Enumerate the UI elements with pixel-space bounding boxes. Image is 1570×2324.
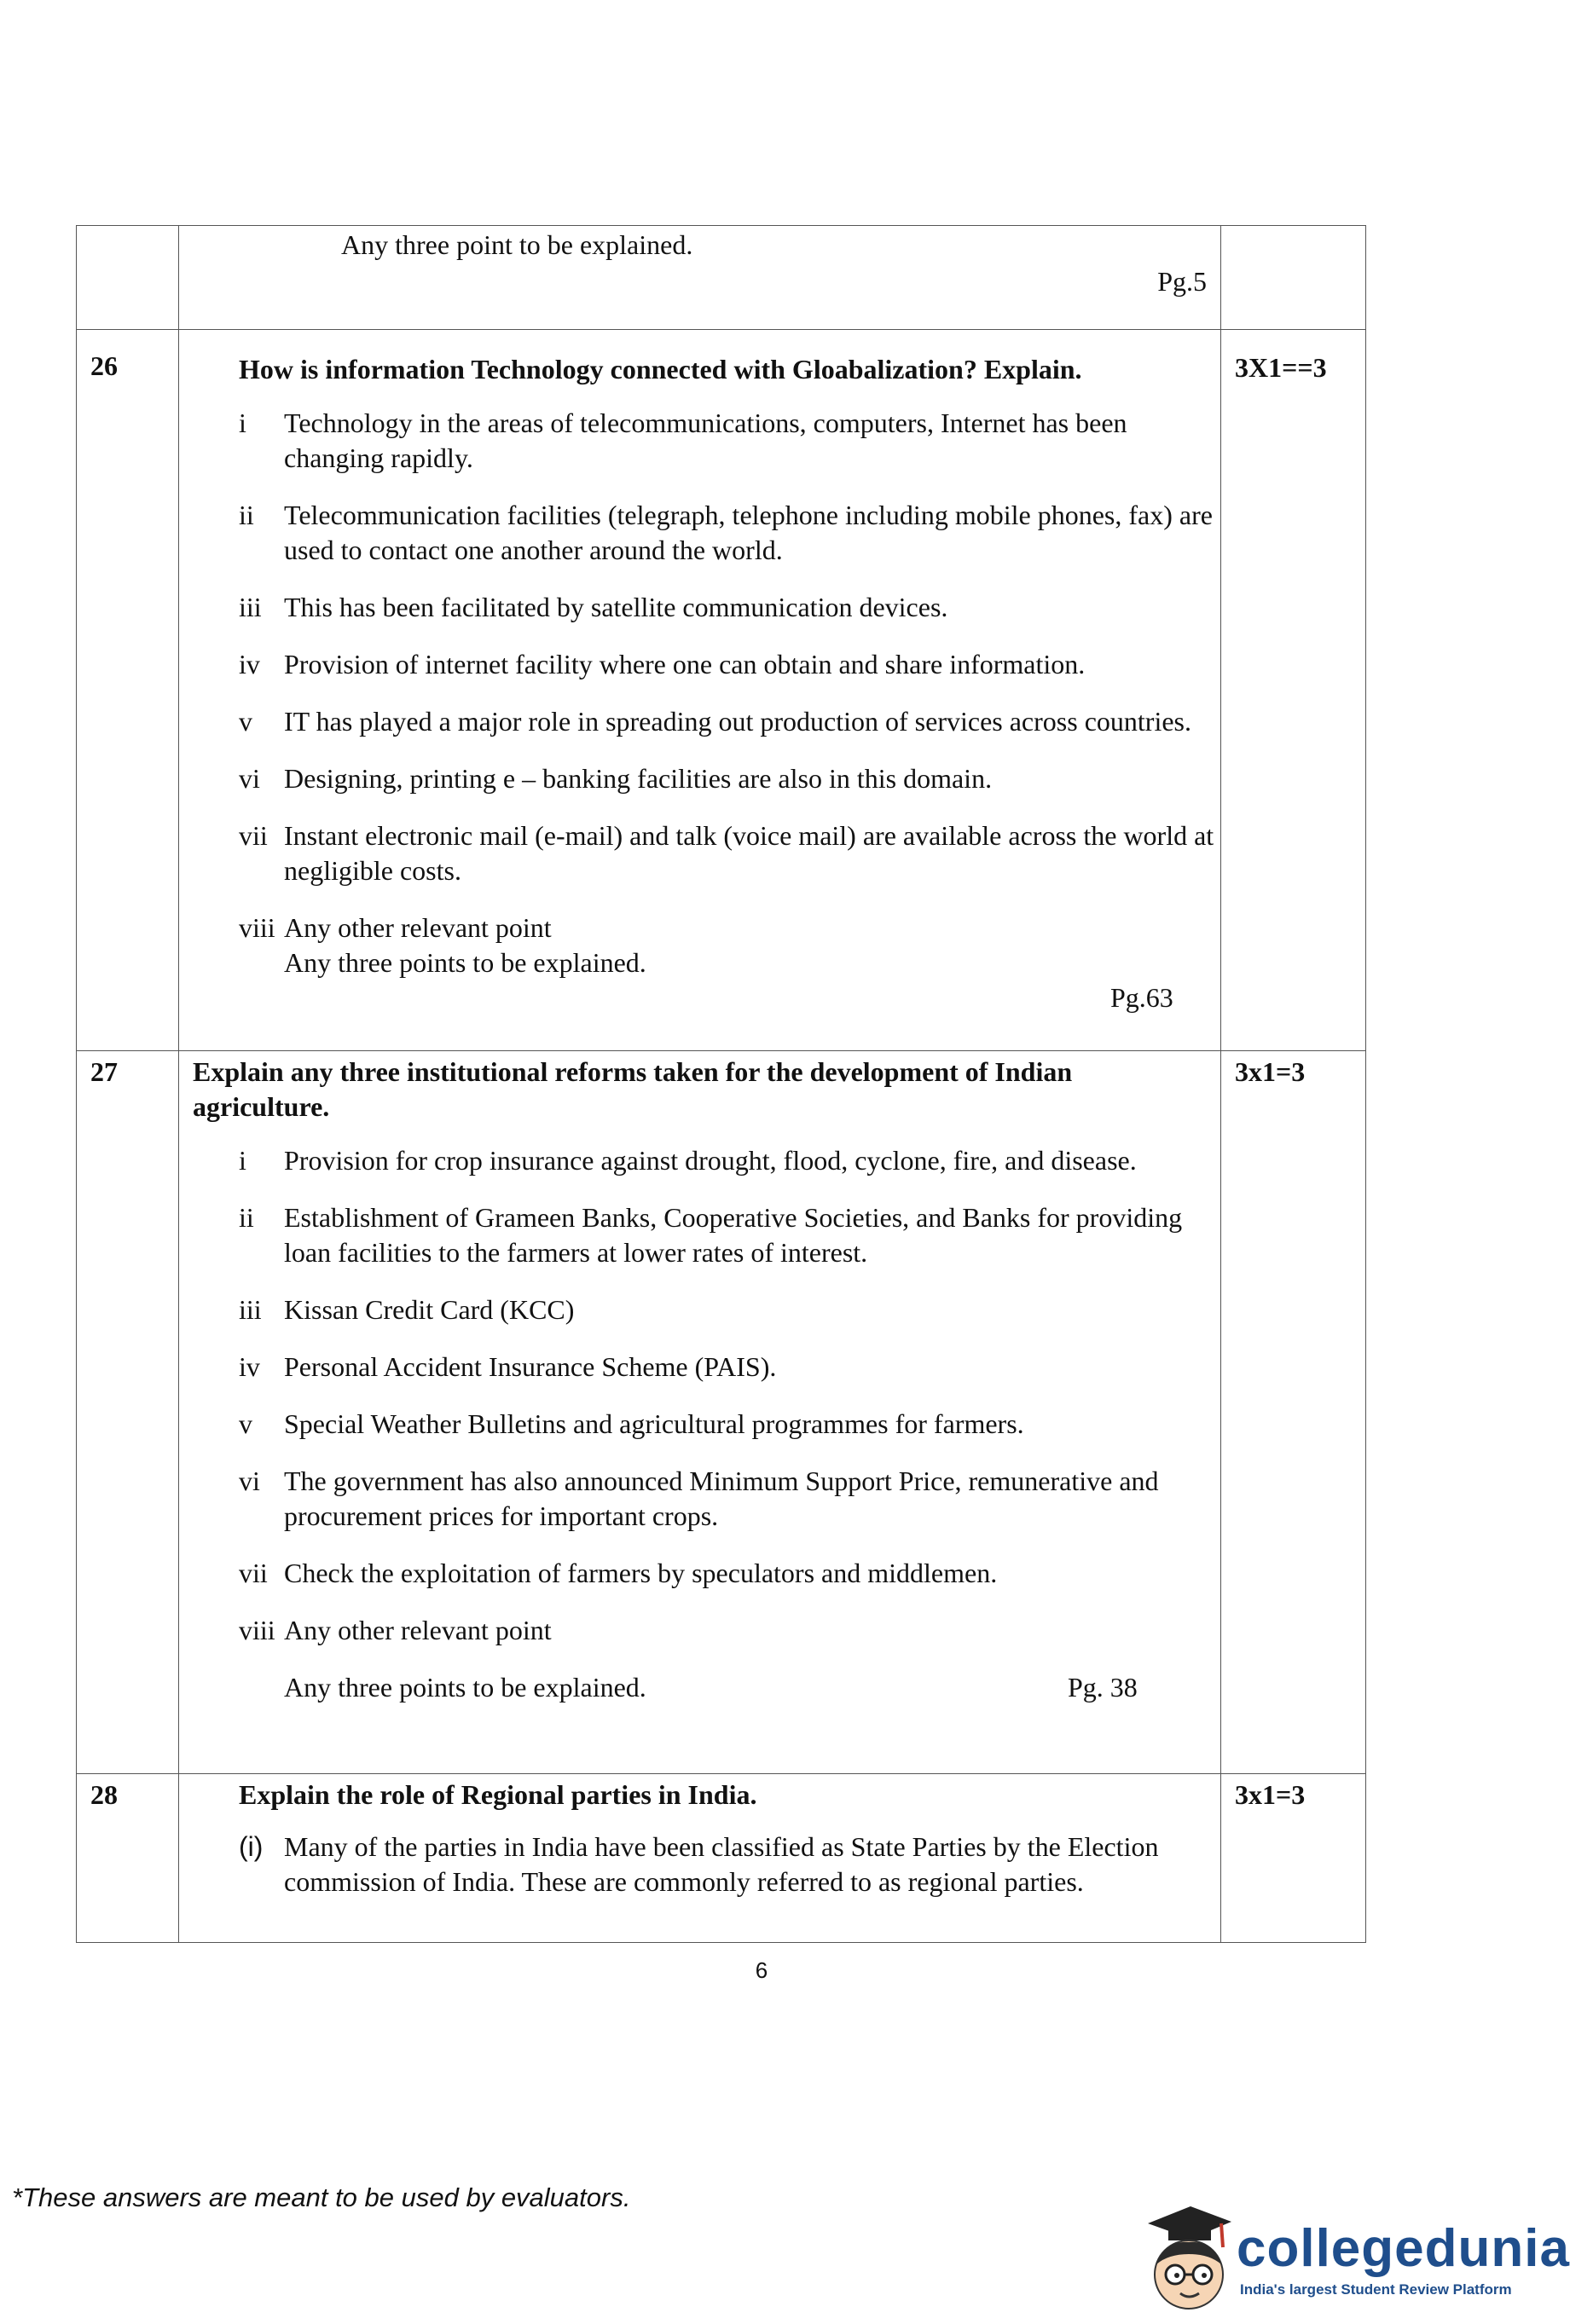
list-item xyxy=(179,1407,1220,1442)
answer-cell xyxy=(179,226,1221,330)
table-row xyxy=(77,330,1366,1051)
list-item xyxy=(179,1613,1220,1648)
question-number: 27 xyxy=(77,1051,179,1774)
point-number: vii xyxy=(239,1558,268,1588)
answer-cell xyxy=(179,1051,1221,1774)
brand-tagline: India's largest Student Review Platform xyxy=(1240,2281,1512,2298)
answer-key-table xyxy=(76,225,1366,1943)
answer-cell xyxy=(179,1774,1221,1943)
point-number: vii xyxy=(239,820,268,851)
list-item xyxy=(179,1464,1220,1534)
point-text: Any other relevant point xyxy=(284,1615,552,1645)
answer-points xyxy=(179,1143,1220,1648)
marks-cell: 3x1=3 xyxy=(1221,1051,1366,1774)
table-row xyxy=(77,226,1366,330)
question-text: Explain the role of Regional parties in India. xyxy=(239,1779,757,1810)
question-number: 26 xyxy=(77,330,179,1051)
point-number: iii xyxy=(239,1294,262,1325)
page-reference: Pg.63 xyxy=(1110,982,1173,1013)
table-row xyxy=(77,1051,1366,1774)
point-text: Personal Accident Insurance Scheme (PAIS). xyxy=(284,1351,777,1382)
question-text: Explain any three institutional reforms taken for the development of Indian agriculture. xyxy=(193,1056,1073,1122)
brand-name: collegedunia xyxy=(1237,2219,1570,2278)
question-number: 28 xyxy=(77,1774,179,1943)
point-number: iii xyxy=(239,592,262,622)
point-number: (i) xyxy=(239,1831,264,1862)
list-item xyxy=(179,818,1220,888)
point-text: IT has played a major role in spreading out production of services across countries. xyxy=(284,706,1191,737)
point-text: This has been facilitated by satellite communication devices. xyxy=(284,592,948,622)
list-item xyxy=(179,761,1220,796)
question-number xyxy=(77,226,179,330)
answer-cell xyxy=(179,330,1221,1051)
table-row xyxy=(77,1774,1366,1943)
list-item xyxy=(179,1350,1220,1385)
page-reference: Pg.5 xyxy=(1157,266,1207,297)
collegedunia-logo xyxy=(1131,2198,1570,2324)
list-item xyxy=(179,498,1220,568)
list-item xyxy=(179,1830,1220,1899)
marks-cell xyxy=(1221,226,1366,330)
point-text: Establishment of Grameen Banks, Cooperative Societies, and Banks for providing loan facilities to the farmers at lower rates of interest. xyxy=(284,1202,1183,1268)
point-text: Any other relevant point xyxy=(284,912,552,943)
point-number: iv xyxy=(239,649,260,679)
point-text: Technology in the areas of telecommunications, computers, Internet has been changing rapidly. xyxy=(284,408,1127,473)
point-number: iv xyxy=(239,1351,260,1382)
point-text: Many of the parties in India have been classified as State Parties by the Election commission of India. These are commonly referred to as regional parties. xyxy=(284,1831,1159,1897)
point-text: Designing, printing e – banking facilities are also in this domain. xyxy=(284,763,993,794)
list-item xyxy=(179,1556,1220,1591)
point-number: i xyxy=(239,408,246,438)
point-text: Kissan Credit Card (KCC) xyxy=(284,1294,575,1325)
mascot-icon xyxy=(1131,2198,1233,2324)
question-text: How is information Technology connected with Gloabalization? Explain. xyxy=(239,354,1082,384)
list-item xyxy=(179,1200,1220,1270)
point-number: v xyxy=(239,706,252,737)
point-number: vi xyxy=(239,1466,260,1496)
point-text: The government has also announced Minimum Support Price, remunerative and procurement prices for important crops. xyxy=(284,1466,1159,1531)
page-reference: Pg. 38 xyxy=(1068,1672,1138,1703)
disclaimer-text: *These answers are meant to be used by evaluators. xyxy=(12,2182,631,2212)
list-item xyxy=(179,590,1220,625)
point-number: ii xyxy=(239,500,254,530)
list-item xyxy=(179,1292,1220,1327)
point-number: v xyxy=(239,1408,252,1439)
marks-cell: 3X1==3 xyxy=(1221,330,1366,1051)
point-number: viii xyxy=(239,1615,275,1645)
point-text: Telecommunication facilities (telegraph, telephone including mobile phones, fax) are used to contact one another around the world. xyxy=(284,500,1213,565)
answer-line: Any three point to be explained. xyxy=(341,229,693,260)
list-item xyxy=(179,1143,1220,1178)
point-number: viii xyxy=(239,912,275,943)
list-item xyxy=(179,647,1220,682)
point-text: Instant electronic mail (e-mail) and talk (voice mail) are available across the world at negligible costs. xyxy=(284,820,1214,886)
marks-cell: 3x1=3 xyxy=(1221,1774,1366,1943)
answer-points xyxy=(179,1830,1220,1899)
point-number: i xyxy=(239,1145,246,1176)
list-item xyxy=(179,406,1220,476)
closing-note: Any three points to be explained. xyxy=(284,947,646,978)
list-item xyxy=(179,704,1220,739)
point-text: Special Weather Bulletins and agricultural programmes for farmers. xyxy=(284,1408,1024,1439)
closing-note: Any three points to be explained. xyxy=(284,1672,646,1703)
point-text: Check the exploitation of farmers by speculators and middlemen. xyxy=(284,1558,998,1588)
point-text: Provision of internet facility where one can obtain and share information. xyxy=(284,649,1086,679)
list-item xyxy=(179,911,1220,945)
point-text: Provision for crop insurance against drought, flood, cyclone, fire, and disease. xyxy=(284,1145,1137,1176)
point-number: ii xyxy=(239,1202,254,1233)
page-number: 6 xyxy=(755,1957,768,1983)
answer-points xyxy=(179,406,1220,945)
point-number: vi xyxy=(239,763,260,794)
